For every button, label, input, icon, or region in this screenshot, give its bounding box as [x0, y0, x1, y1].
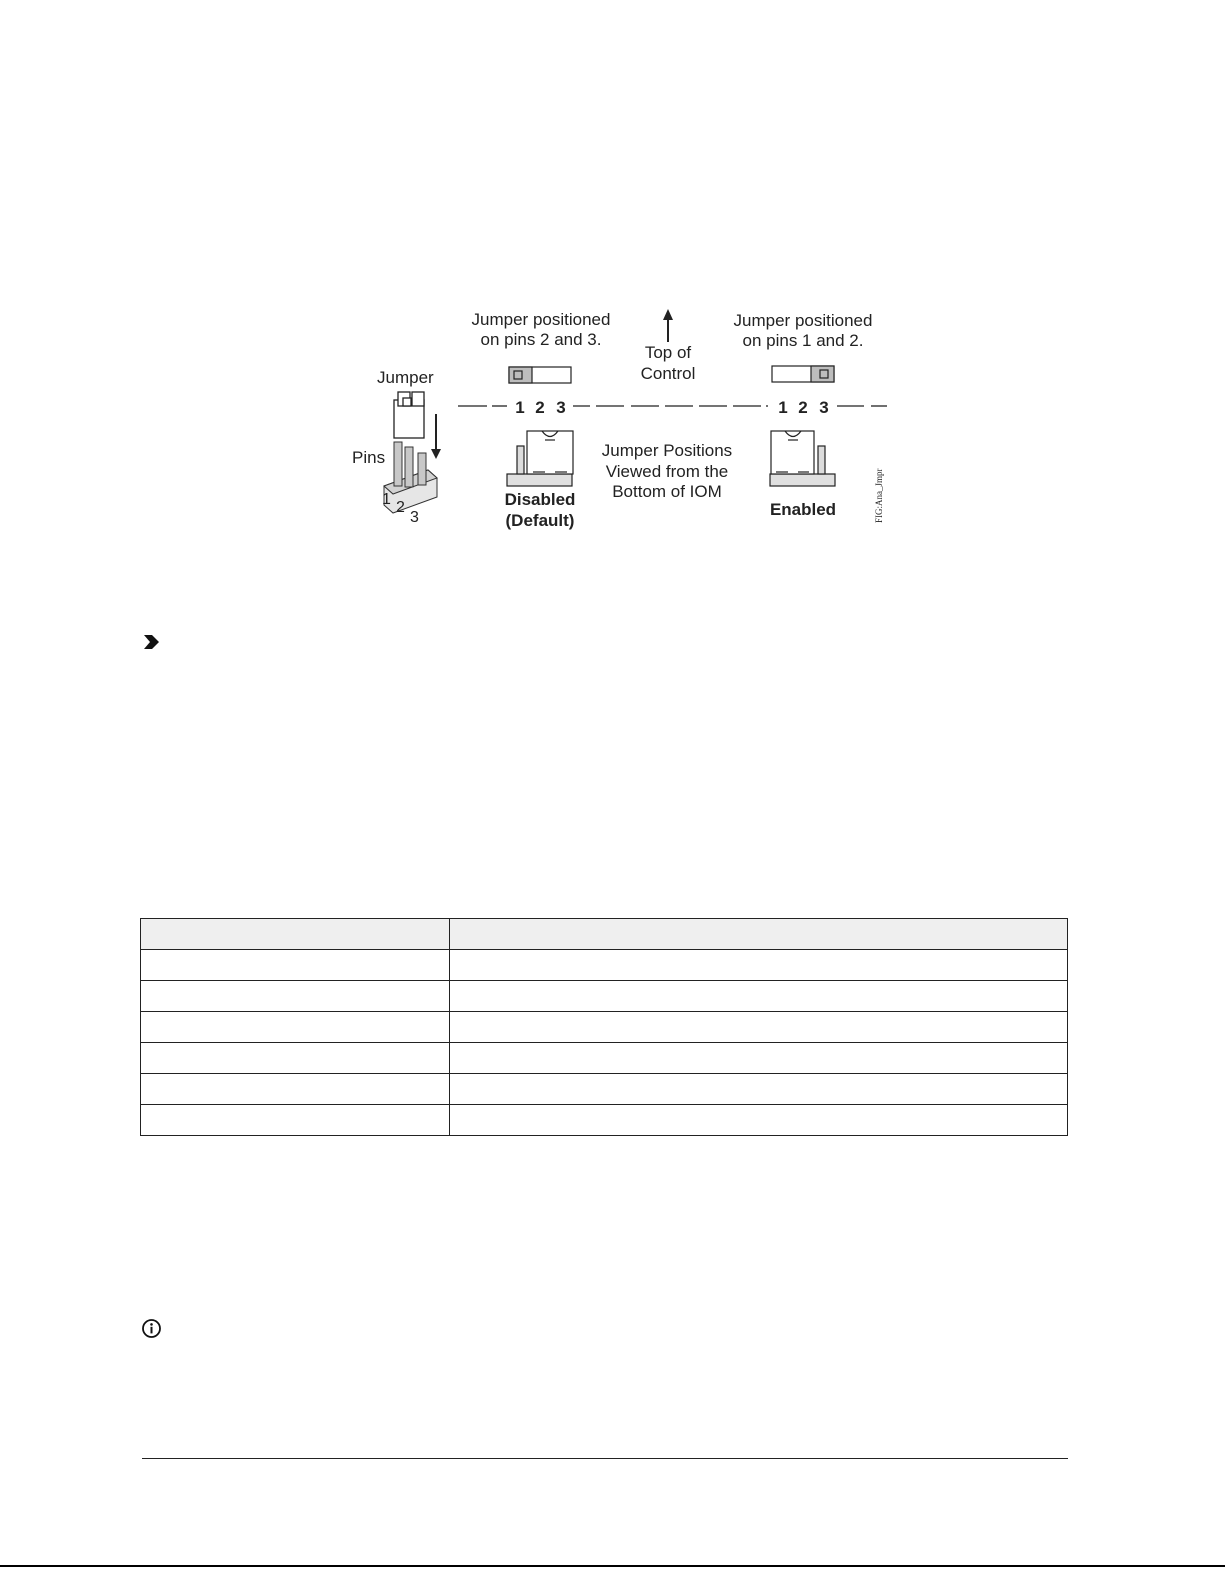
figure-id: FIG:Ana_Jmpr [874, 468, 884, 523]
table-row [141, 1074, 1068, 1105]
right-caption-line1: Jumper positioned [733, 311, 873, 330]
enabled-pin-number-1: 1 [778, 398, 788, 417]
table-cell [450, 1105, 1068, 1136]
pins-label: Pins [352, 448, 386, 467]
table-cell [450, 1012, 1068, 1043]
enabled-label: Enabled [769, 500, 837, 519]
center-text-line1: Jumper Positions [601, 441, 733, 460]
top-of-control-line2: Control [640, 364, 696, 383]
top-of-control-line1: Top of [644, 343, 692, 362]
table-cell [141, 1043, 450, 1074]
disabled-side-view [507, 431, 573, 486]
table-cell [141, 981, 450, 1012]
table-cell [450, 1043, 1068, 1074]
disabled-pin-number-2: 2 [535, 398, 545, 417]
info-circle-icon [141, 1318, 162, 1339]
side-pin-number-1: 1 [382, 491, 391, 508]
table-cell [141, 1012, 450, 1043]
table-cell [450, 981, 1068, 1012]
page-bottom-edge [0, 1565, 1225, 1567]
footer-rule [142, 1458, 1068, 1459]
data-table [140, 918, 1068, 1136]
enabled-side-view [770, 431, 835, 486]
down-arrow-icon [431, 414, 441, 459]
left-caption-line1: Jumper positioned [471, 310, 611, 329]
table-row [141, 1105, 1068, 1136]
disabled-pin-number-3: 3 [556, 398, 566, 417]
side-pin-number-2: 2 [396, 499, 405, 516]
jumper-topview-disabled [509, 367, 571, 383]
left-caption-line2: on pins 2 and 3. [480, 330, 602, 349]
disabled-pin-number-1: 1 [515, 398, 525, 417]
side-pin-number-3: 3 [410, 509, 419, 526]
chevron-right-icon [143, 634, 161, 650]
disabled-label-line1: Disabled [504, 490, 576, 509]
jumper-topview-enabled [772, 366, 834, 382]
table-header-cell [450, 919, 1068, 950]
jumper-label: Jumper [377, 368, 434, 387]
table-cell [141, 1105, 450, 1136]
table-header-cell [141, 919, 450, 950]
table-row [141, 1043, 1068, 1074]
right-caption-line2: on pins 1 and 2. [742, 331, 864, 350]
disabled-label-line2: (Default) [505, 511, 575, 530]
pins-icon [384, 442, 437, 513]
enabled-pin-number-3: 3 [819, 398, 829, 417]
table-row [141, 950, 1068, 981]
table-row [141, 1012, 1068, 1043]
table-cell [141, 950, 450, 981]
table-cell [450, 950, 1068, 981]
center-text-line2: Viewed from the [605, 462, 729, 481]
table-header-row [141, 919, 1068, 950]
table-cell [141, 1074, 450, 1105]
table-row [141, 981, 1068, 1012]
enabled-pin-number-2: 2 [798, 398, 808, 417]
center-text-line3: Bottom of IOM [612, 482, 722, 501]
jumper-icon [394, 392, 424, 438]
jumper-positions-figure [330, 300, 900, 545]
up-arrow-icon [663, 309, 673, 342]
table-cell [450, 1074, 1068, 1105]
